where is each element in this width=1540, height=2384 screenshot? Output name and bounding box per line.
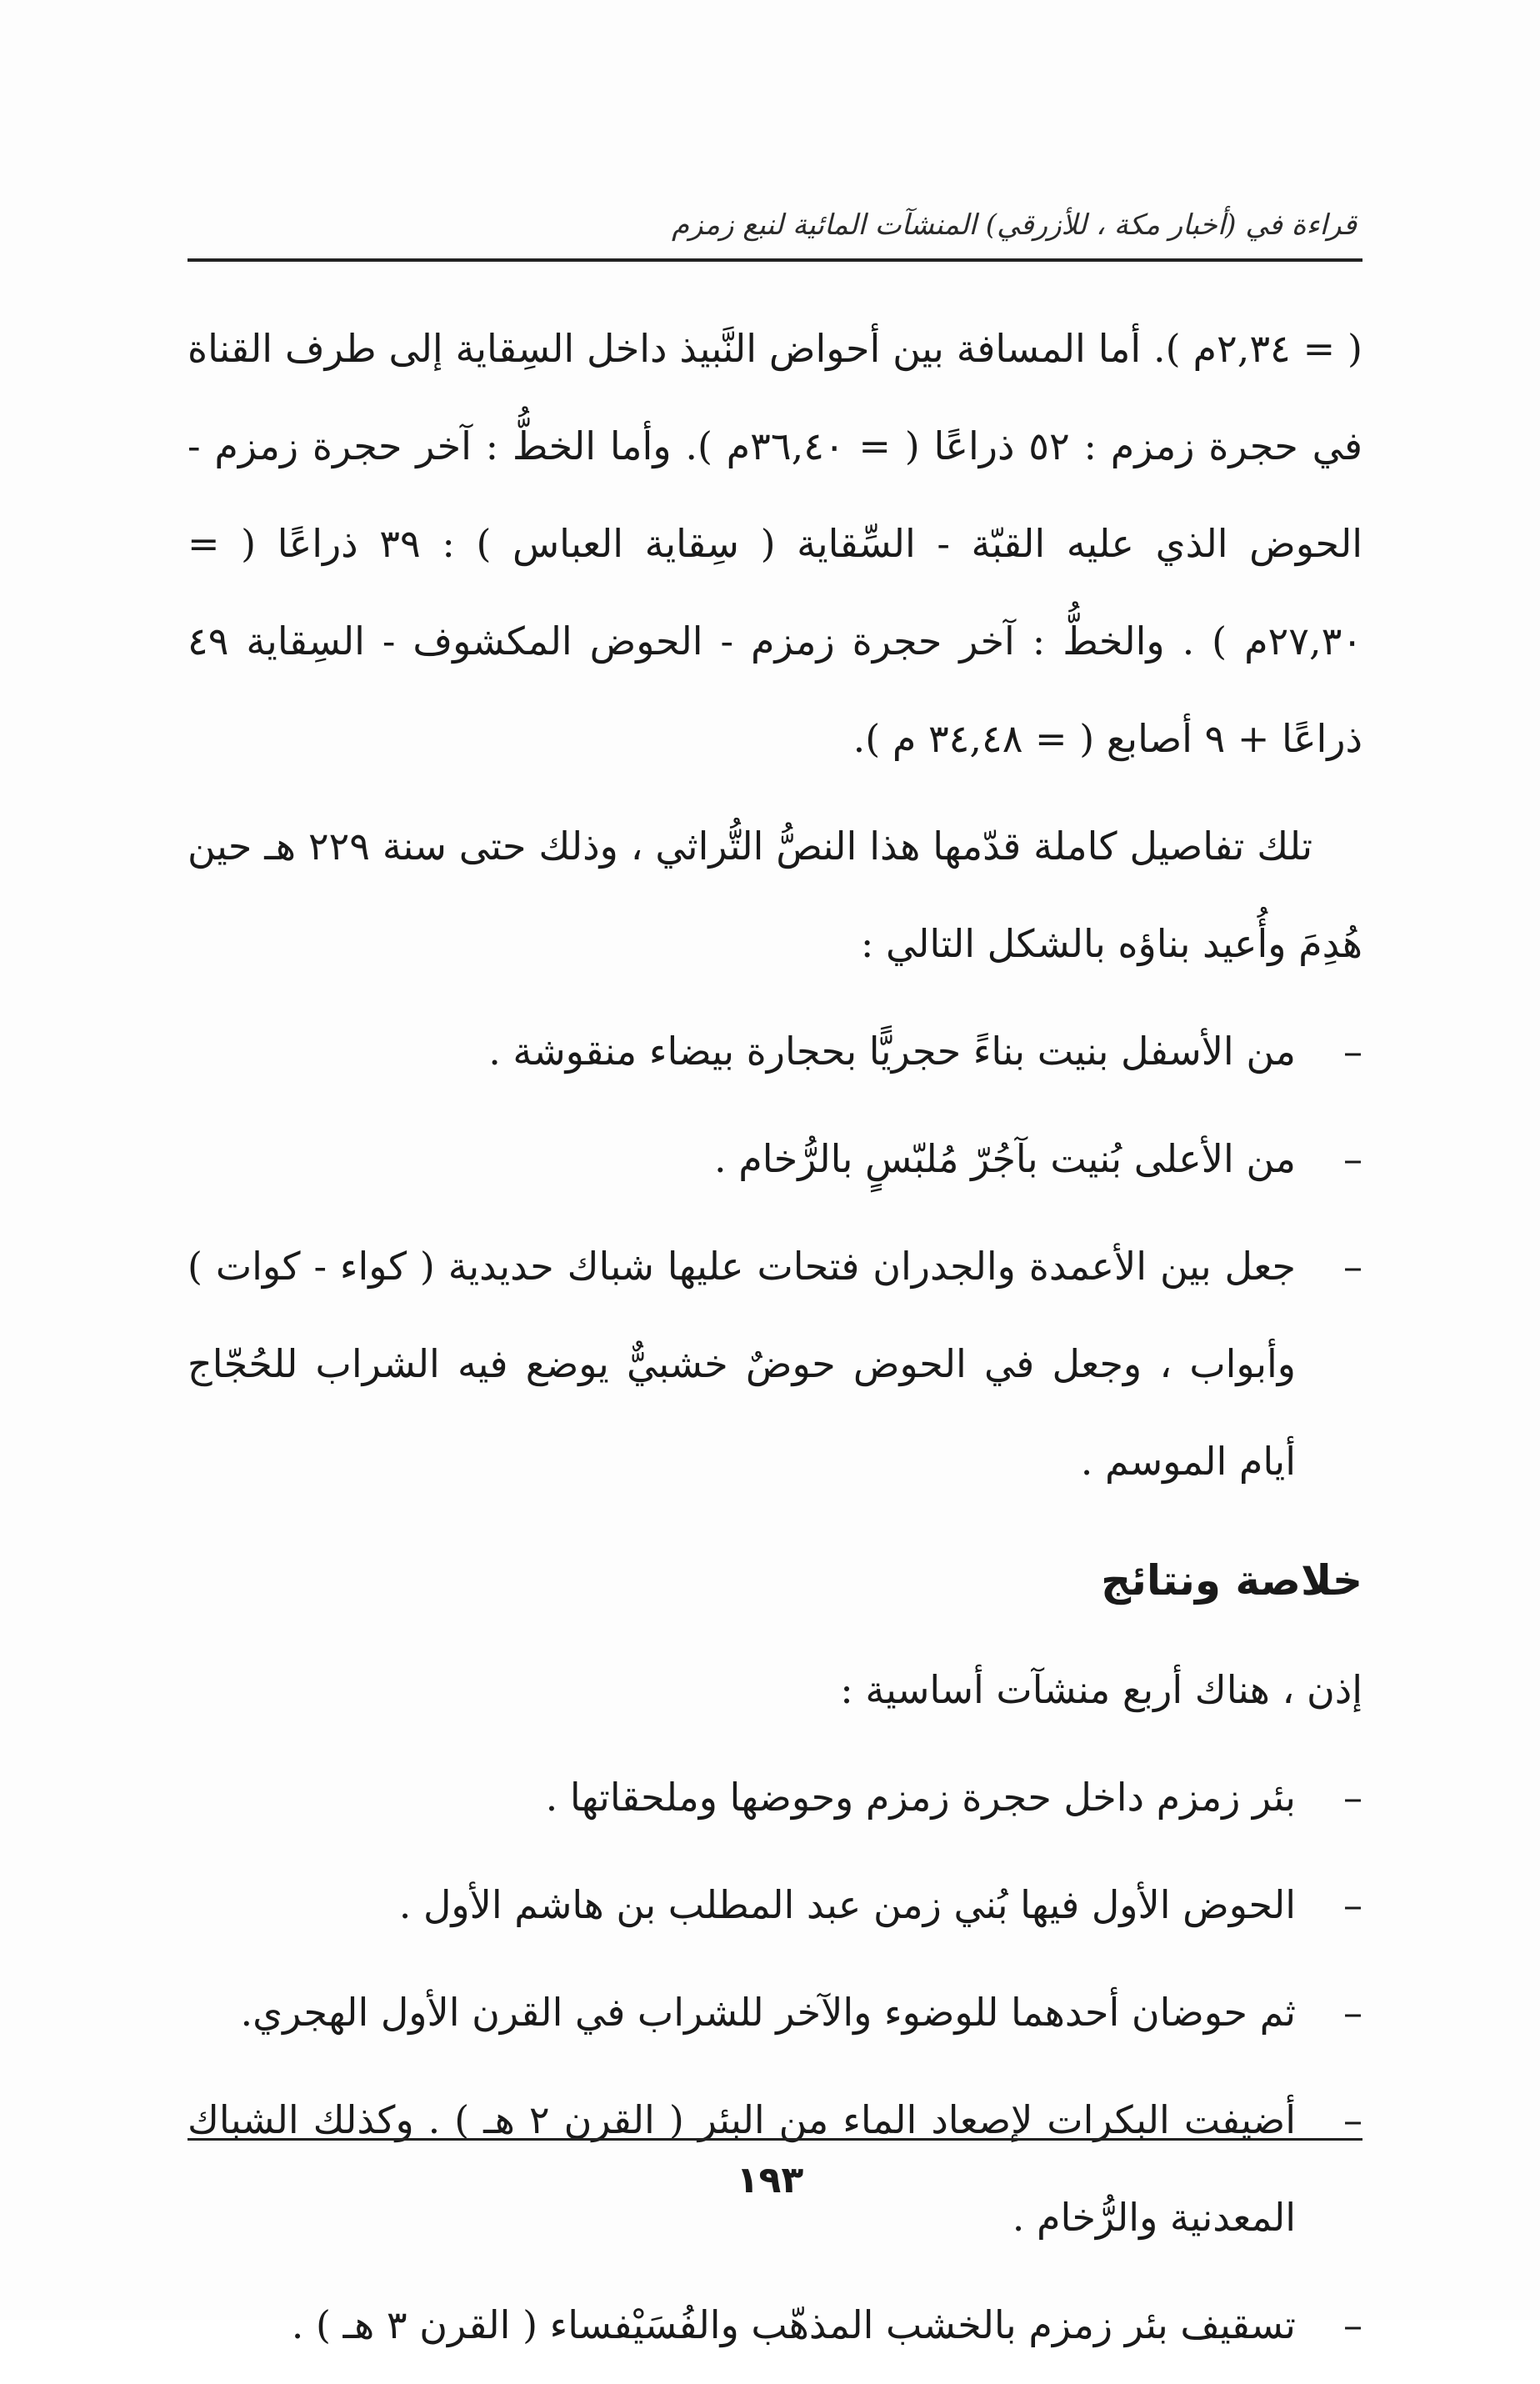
- paragraph-measurements: ( = ٢,٣٤م ). أما المسافة بين أحواض النَّبيذ داخل السِقاية إلى طرف القناة في حجرة زمزم : ٥٢ ذراعًا ( = ٣٦,٤٠م ). وأما الخطُّ : آخر حجرة زمزم - الحوض الذي عليه القبّة - السِّقاية ( سِقاية العباس ) : ٣٩ ذراعًا ( = ٢٧,٣٠م ) . والخطُّ : آخر حجرة زمزم - الحوض المكشوف - السِقاية ٤٩ ذراعًا + ٩ أصابع ( = ٣٤,٤٨ م ).: [188, 326, 1363, 761]
- bullet-dash: –: [1343, 1882, 1362, 1927]
- paragraph-rebuild-intro: تلك تفاصيل كاملة قدّمها هذا النصُّ التُّراثي ، وذلك حتى سنة ٢٢٩ هـ حين هُدِمَ وأُعيد بناؤه بالشكل التالي :: [188, 824, 1362, 966]
- bullet-dash: –: [1343, 2097, 1362, 2142]
- bullet-dash: –: [1343, 1244, 1362, 1289]
- list-item-text: ثم حوضان أحدهما للوضوء والآخر للشراب في القرن الأول الهجري.: [240, 1990, 1296, 2035]
- list-item: [188, 1110, 1362, 1208]
- list-item-text: تسقيف بئر زمزم بالخشب المذهّب والفُسَيْفساء ( القرن ٣ هـ ) .: [291, 2302, 1296, 2347]
- list-item: [188, 1003, 1362, 1100]
- list-item: [188, 2276, 1362, 2374]
- rebuild-list: [188, 1003, 1362, 1510]
- page-number: ١٩٣: [736, 2159, 804, 2201]
- bullet-dash: –: [1343, 1136, 1362, 1181]
- list-item-text: الحوض الأول فيها بُني زمن عبد المطلب بن هاشم الأول .: [398, 1882, 1296, 1927]
- section-lead: إذن ، هناك أربع منشآت أساسية :: [840, 1667, 1362, 1712]
- section-title: خلاصة ونتائج: [1101, 1556, 1362, 1605]
- bullet-dash: –: [1343, 2302, 1362, 2347]
- header-rule: [188, 258, 1362, 262]
- footer-rule: [188, 2138, 1362, 2141]
- list-item-text: بئر زمزم داخل حجرة زمزم وحوضها وملحقاتها .: [545, 1775, 1296, 1820]
- list-item: [188, 1964, 1362, 2061]
- running-header: قراءة في (أخبار مكة ، للأزرقي) المنشآت المائية لنبع زمزم: [671, 208, 1357, 242]
- list-item-text: أضيفت البكرات لإصعاد الماء من البئر ( القرن ٢ هـ ) . وكذلك الشباك المعدنية والرُّخام .: [188, 2097, 1296, 2240]
- list-item-text: جعل بين الأعمدة والجدران فتحات عليها شباك حديدية ( كواء - كوات ) وأبواب ، وجعل في الحوض حوضٌ خشبيٌّ يوضع فيه الشراب للحُجّاج أيام الموسم .: [188, 1244, 1296, 1484]
- list-item: [188, 1856, 1362, 1954]
- bullet-dash: –: [1343, 1029, 1362, 1074]
- summary-list: [188, 1749, 1362, 2374]
- list-item-text: من الأعلى بُنيت بآجُرّ مُلبّسٍ بالرُّخام .: [714, 1136, 1296, 1181]
- body-text: [188, 300, 1362, 2384]
- list-item-text: من الأسفل بنيت بناءً حجريًّا بحجارة بيضاء منقوشة .: [488, 1029, 1296, 1074]
- list-item: [188, 1749, 1362, 1846]
- bullet-dash: –: [1343, 1990, 1362, 2035]
- list-item: [188, 1218, 1362, 1510]
- bullet-dash: –: [1343, 1775, 1362, 1820]
